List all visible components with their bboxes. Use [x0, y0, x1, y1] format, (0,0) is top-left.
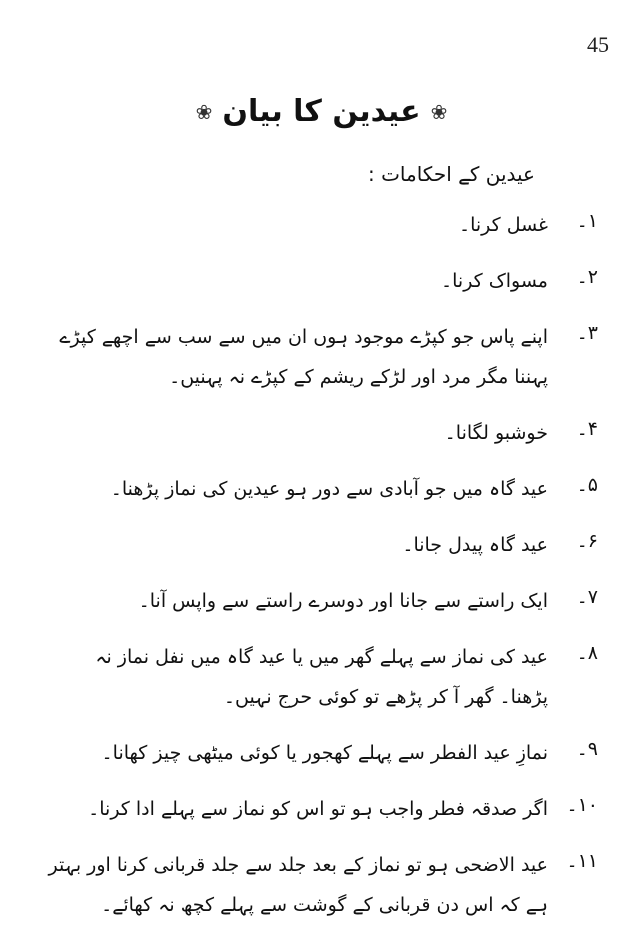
list-item [48, 525, 598, 565]
item-number: ۴۔ [576, 418, 598, 440]
page-number: 45 [587, 32, 609, 57]
item-number: ۶۔ [576, 530, 598, 552]
page-title: عیدین کا بیان [222, 94, 421, 129]
item-text: عید الاضحی ہو تو نماز کے بعد جلد سے جلد قربانی کرنا اور بہتر ہے کہ اس دن قربانی کے گوشت سے پہلے کچھ نہ کھائے۔ [48, 854, 548, 916]
item-text: خوشبو لگانا۔ [444, 422, 548, 444]
rulings-list [48, 205, 598, 941]
item-text: اگر صدقہ فطر واجب ہو تو اس کو نماز سے پہلے ادا کرنا۔ [88, 798, 548, 820]
flower-ornament-icon: ❀ [195, 100, 213, 124]
item-text: مسواک کرنا۔ [440, 270, 548, 292]
item-text: اپنے پاس جو کپڑے موجود ہوں ان میں سے سب سے اچھے کپڑے پہننا مگر مرد اور لڑکے ریشم کے کپڑے نہ پہنیں۔ [59, 326, 548, 388]
item-number: ۸۔ [576, 642, 598, 664]
list-item [48, 789, 598, 829]
list-item [48, 733, 598, 773]
list-item [48, 581, 598, 621]
list-item [48, 845, 598, 925]
item-text: نمازِ عید الفطر سے پہلے کھجور یا کوئی میٹھی چیز کھانا۔ [101, 742, 548, 764]
list-item [48, 637, 598, 717]
item-number: ۷۔ [576, 586, 598, 608]
list-item [48, 317, 598, 397]
item-number: ۳۔ [576, 322, 598, 344]
list-item [48, 205, 598, 245]
item-text: ایک راستے سے جانا اور دوسرے راستے سے واپس آنا۔ [138, 590, 548, 612]
page-title-block [0, 92, 643, 132]
list-item [48, 413, 598, 453]
section-heading: عیدین کے احکامات : [367, 162, 535, 186]
item-text: عید کی نماز سے پہلے گھر میں یا عید گاہ میں نفل نماز نہ پڑھنا۔ گھر آ کر پڑھے تو کوئی حرج نہیں۔ [95, 646, 548, 708]
item-number: ۱۰۔ [566, 794, 598, 816]
item-text: غسل کرنا۔ [458, 214, 548, 236]
item-number: ۲۔ [576, 266, 598, 288]
item-number: ۹۔ [576, 738, 598, 760]
item-number: ۱۱۔ [566, 850, 598, 872]
item-number: ۱۔ [576, 210, 598, 232]
item-text: عید گاہ پیدل جانا۔ [402, 534, 548, 556]
list-item [48, 469, 598, 509]
item-text: عید گاہ میں جو آبادی سے دور ہو عیدین کی نماز پڑھنا۔ [110, 478, 548, 500]
item-number: ۵۔ [576, 474, 598, 496]
list-item [48, 261, 598, 301]
flower-ornament-icon: ❀ [430, 100, 448, 124]
